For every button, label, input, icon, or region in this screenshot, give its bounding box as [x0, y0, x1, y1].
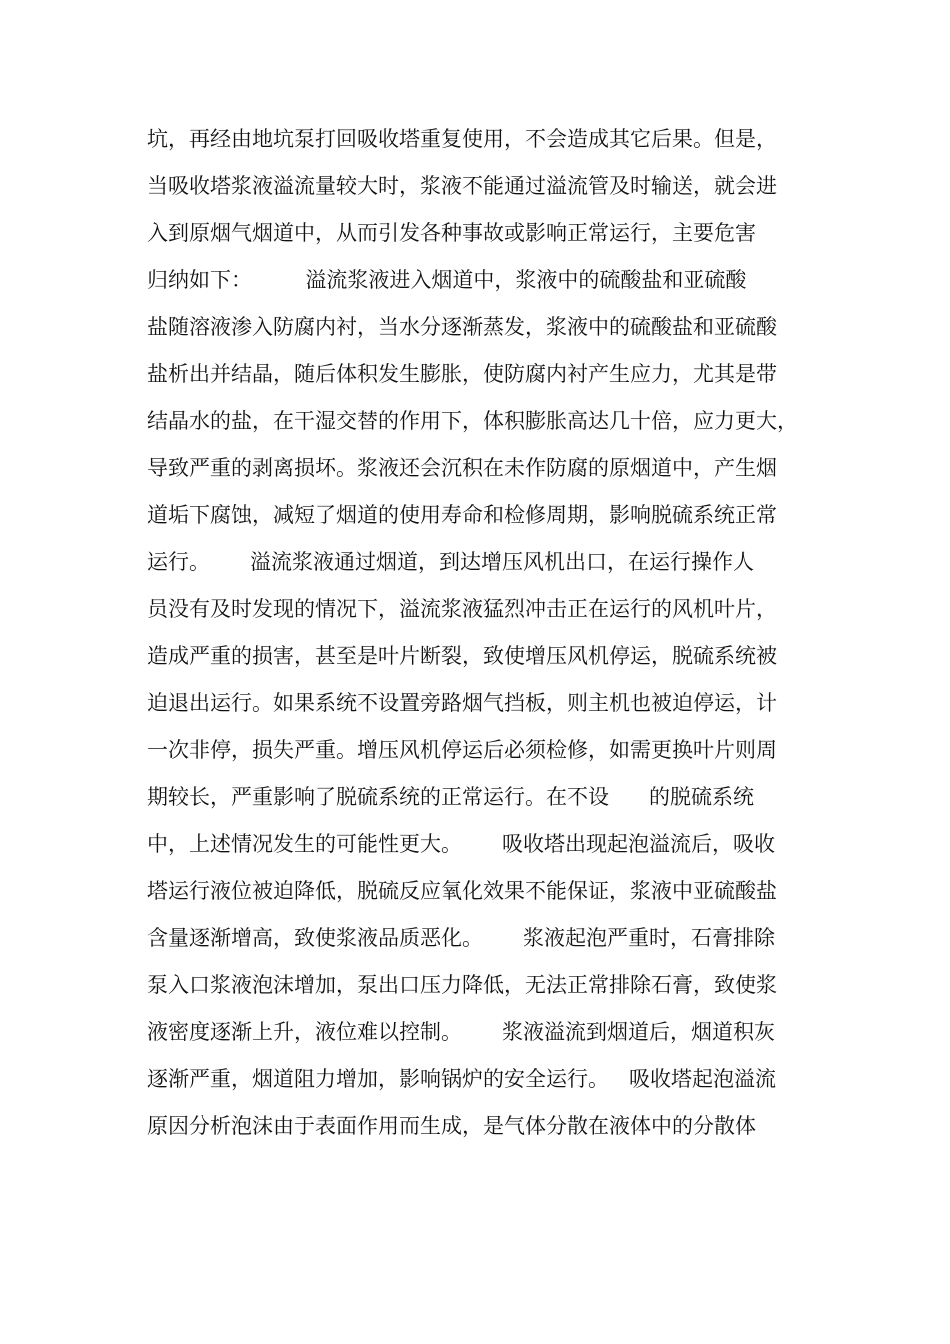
text-line: 盐随溶液渗入防腐内衬，当水分逐渐蒸发，浆液中的硫酸盐和亚硫酸 [147, 315, 777, 339]
text-line: 入到原烟气烟道中，从而引发各种事故或影响正常运行，主要危害 [147, 221, 756, 245]
text-line: 归纳如下： 溢流浆液进入烟道中，浆液中的硫酸盐和亚硫酸 [147, 268, 747, 292]
text-line: 员没有及时发现的情况下，溢流浆液猛烈冲击正在运行的风机叶片， [147, 597, 777, 621]
text-line: 逐渐严重，烟道阻力增加，影响锅炉的安全运行。 吸收塔起泡溢流 [147, 1067, 777, 1091]
text-line: 当吸收塔浆液溢流量较大时，浆液不能通过溢流管及时输送，就会进 [147, 174, 777, 198]
text-line: 道垢下腐蚀，减短了烟道的使用寿命和检修周期，影响脱硫系统正常 [147, 503, 777, 527]
text-line: 中，上述情况发生的可能性更大。 吸收塔出现起泡溢流后，吸收 [147, 832, 776, 856]
text-line: 坑，再经由地坑泵打回吸收塔重复使用，不会造成其它后果。但是， [147, 127, 777, 151]
text-line: 塔运行液位被迫降低，脱硫反应氧化效果不能保证，浆液中亚硫酸盐 [147, 879, 777, 903]
text-line: 期较长，严重影响了脱硫系统的正常运行。在不设 的脱硫系统 [147, 785, 755, 809]
text-line: 泵入口浆液泡沫增加，泵出口压力降低，无法正常排除石膏，致使浆 [147, 973, 777, 997]
text-line: 结晶水的盐，在干湿交替的作用下，体积膨胀高达几十倍，应力更大， [147, 409, 798, 433]
text-line: 运行。 溢流浆液通过烟道，到达增压风机出口，在运行操作人 [147, 550, 755, 574]
text-line: 迫退出运行。如果系统不设置旁路烟气挡板，则主机也被迫停运，计 [147, 691, 777, 715]
text-line: 一次非停，损失严重。增压风机停运后必须检修，如需更换叶片则周 [147, 738, 777, 762]
text-line: 盐析出并结晶，随后体积发生膨胀，使防腐内衬产生应力，尤其是带 [147, 362, 777, 386]
text-line: 原因分析泡沫由于表面作用而生成，是气体分散在液体中的分散体 [147, 1114, 756, 1138]
text-line: 含量逐渐增高，致使浆液品质恶化。 浆液起泡严重时，石膏排除 [147, 926, 776, 950]
text-line: 液密度逐渐上升，液位难以控制。 浆液溢流到烟道后，烟道积灰 [147, 1020, 776, 1044]
text-line: 造成严重的损害，甚至是叶片断裂，致使增压风机停运，脱硫系统被 [147, 644, 777, 668]
text-line: 导致严重的剥离损坏。浆液还会沉积在未作防腐的原烟道中，产生烟 [147, 456, 777, 480]
